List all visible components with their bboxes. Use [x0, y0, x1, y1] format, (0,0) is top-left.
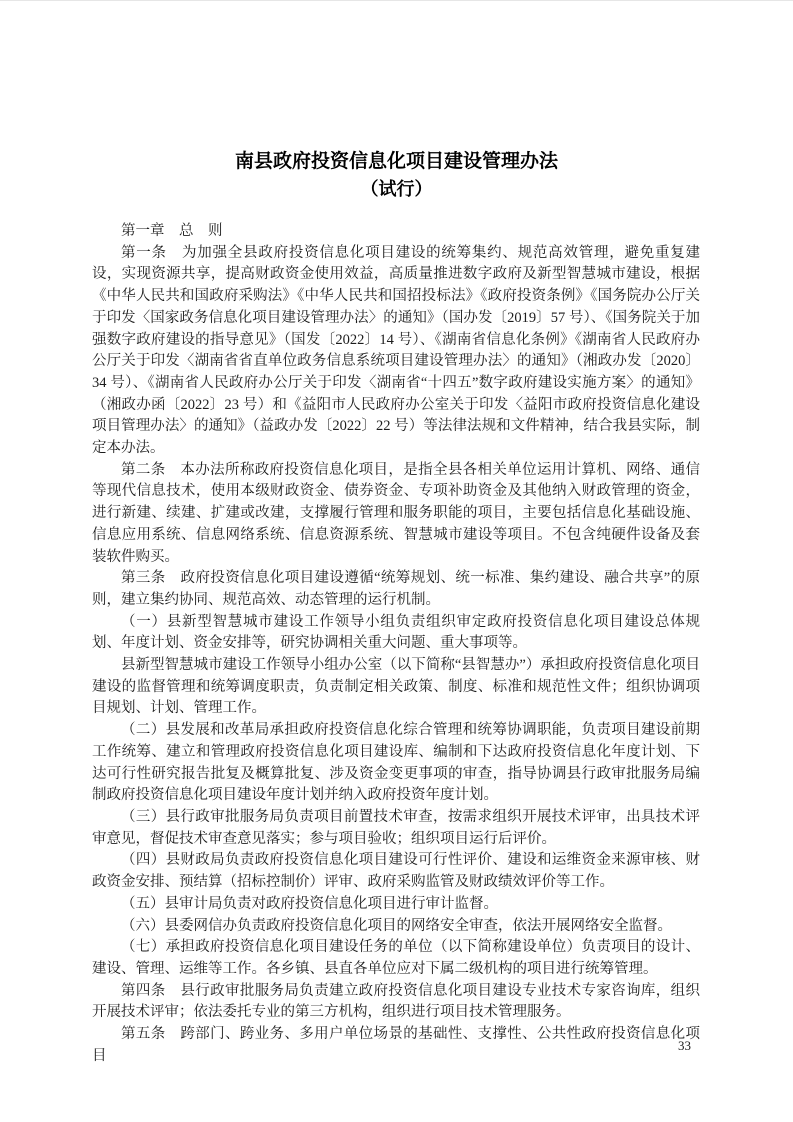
page-number: 33 [678, 1038, 691, 1053]
document-title: 南县政府投资信息化项目建设管理办法 [234, 151, 558, 172]
body-paragraph: 第三条 政府投资信息化项目建设遵循“统筹规划、统一标准、集约建设、融合共享”的原则，建立集约协同、规范高效、动态管理的运行机制。 [92, 570, 700, 608]
body-paragraph: 县新型智慧城市建设工作领导小组办公室（以下简称“县智慧办”）承担政府投资信息化项目建设的监督管理和统筹调度职责，负责制定相关政策、制度、标准和规范性文件；组织协调项目规划、计划、管理工作。 [92, 657, 700, 717]
body-paragraph: 第一条 为加强全县政府投资信息化项目建设的统筹集约、规范高效管理，避免重复建设，实现资源共享，提高财政资金使用效益，高质量推进数字政府及新型智慧城市建设，根据《中华人民共和国政府采购法》《中华人民共和国招投标法》《政府投资条例》《国务院办公厅关于印发〈国家政务信息化项目建设管理办法〉的通知》（国办发〔2019〕57 号）、《国务院关于加强数字政府建设的指导意见》（国发〔2022〕14 号）、《湖南省信息化条例》《湖南省人民政府办公厅关于印发〈湖南省省直单位政务信息系统项目建设管理办法〉的通知》（湘政办发〔2020〕34 号）、《湖南省人民政府办公厅关于印发〈湖南省“十四五”数字政府建设实施方案〉的通知》（湘政办函〔2022〕23 号）和《益阳市人民政府办公室关于印发〈益阳市政府投资信息化建设项目管理办法〉的通知》（益政办发〔2022〕22 号）等法律法规和文件精神，结合我县实际，制定本办法。 [92, 244, 700, 457]
body-paragraph: 第五条 跨部门、跨业务、多用户单位场景的基础性、支撑性、公共性政府投资信息化项目 [92, 1026, 700, 1064]
paragraph-list [92, 243, 700, 1068]
body-paragraph: 第二条 本办法所称政府投资信息化项目，是指全县各相关单位运用计算机、网络、通信等现代信息技术，使用本级财政资金、债券资金、专项补助资金及其他纳入财政管理的资金，进行新建、续建、扩建或改建，支撑履行管理和服务职能的项目，主要包括信息化基础设施、信息应用系统、信息网络系统、信息资源系统、智慧城市建设等项目。不包含纯硬件设备及套装软件购买。 [92, 461, 700, 565]
body-paragraph: （七）承担政府投资信息化项目建设任务的单位（以下简称建设单位）负责项目的设计、建设、管理、运维等工作。各乡镇、县直各单位应对下属二级机构的项目进行统筹管理。 [92, 939, 700, 977]
page-top-edge [0, 0, 793, 1]
body-paragraph: （六）县委网信办负责政府投资信息化项目的网络安全审查，依法开展网络安全监督。 [121, 917, 672, 934]
body-paragraph: （四）县财政局负责政府投资信息化项目建设可行性评价、建设和运维资金来源审核、财政资金安排、预结算（招标控制价）评审、政府采购监管及财政绩效评价等工作。 [92, 852, 700, 891]
body-paragraph: （三）县行政审批服务局负责项目前置技术审查，按需求组织开展技术评审，出具技术评审意见，督促技术审查意见落实；参与项目验收；组织项目运行后评价。 [92, 808, 700, 847]
document-subtitle: （试行） [360, 179, 433, 199]
body-paragraph: （二）县发展和改革局承担政府投资信息化综合管理和统筹协调职能，负责项目建设前期工作统筹、建立和管理政府投资信息化项目建设库、编制和下达政府投资信息化年度计划、下达可行性研究报告批复及概算批复、涉及资金变更事项的审查，指导协调县行政审批服务局编制政府投资信息化项目建设年度计划并纳入政府投资年度计划。 [92, 722, 700, 804]
document-body [92, 221, 700, 1067]
chapter-heading: 第一章 总 则 [121, 223, 223, 239]
body-paragraph: 第四条 县行政审批服务局负责建立政府投资信息化项目建设专业技术专家咨询库，组织开展技术评审；依法委托专业的第三方机构，组织进行项目技术管理服务。 [92, 982, 700, 1021]
body-paragraph: （五）县审计局负责对政府投资信息化项目进行审计监督。 [121, 895, 498, 912]
body-paragraph: （一）县新型智慧城市建设工作领导小组负责组织审定政府投资信息化项目建设总体规划、年度计划、资金安排等，研究协调相关重大问题、重大事项等。 [92, 613, 700, 652]
